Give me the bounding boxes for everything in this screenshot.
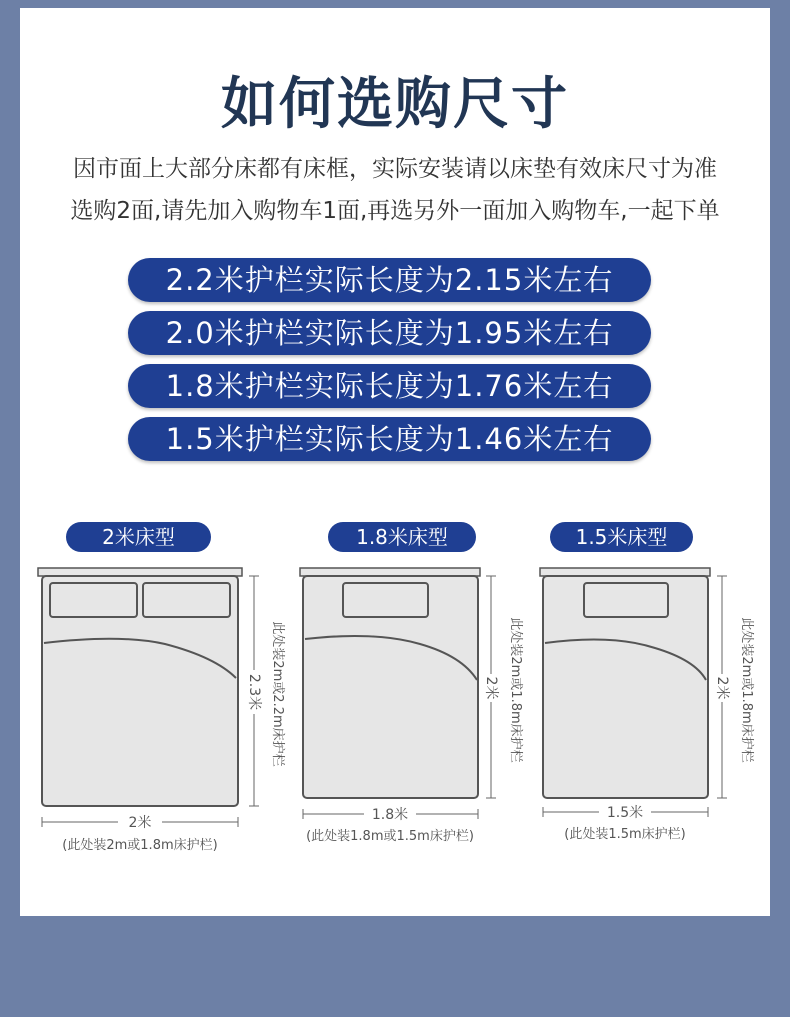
description-line-1: 因市面上大部分床都有床框，实际安装请以床垫有效床尺寸为准 — [73, 156, 717, 182]
page-title: 如何选购尺寸 — [221, 72, 569, 137]
bed-label-1-5m: 1.5米床型 — [550, 522, 693, 552]
bed-diagram-1-8m — [300, 568, 524, 844]
length-label: 2.3米 — [246, 673, 262, 711]
width-label: 2米 — [128, 815, 152, 831]
length-label: 2米 — [714, 676, 730, 700]
pillow — [143, 583, 230, 617]
length-label: 2米 — [483, 676, 499, 700]
note-pill: 2.0米护栏实际长度为1.95米左右 — [128, 311, 651, 355]
side-install-note: 此处装2m或1.8m床护栏 — [739, 617, 754, 763]
bed-headboard — [38, 568, 242, 576]
width-label: 1.5米 — [606, 805, 644, 821]
note-pill: 1.8米护栏实际长度为1.76米左右 — [128, 364, 651, 408]
bottom-install-note: (此处装1.5m床护栏) — [564, 827, 686, 842]
side-install-note: 此处装2m或2.2m床护栏 — [270, 621, 285, 767]
bed-diagram-1-5m — [540, 568, 755, 842]
bed-headboard — [540, 568, 710, 576]
side-install-note: 此处装2m或1.8m床护栏 — [508, 617, 523, 763]
note-pill: 1.5米护栏实际长度为1.46米左右 — [128, 417, 651, 461]
note-pill: 2.2米护栏实际长度为2.15米左右 — [128, 258, 651, 302]
bed-headboard — [300, 568, 480, 576]
bed-diagram-2m — [38, 568, 286, 853]
pillow — [584, 583, 668, 617]
pillow — [343, 583, 428, 617]
description-line-2: 选购2面,请先加入购物车1面,再选另外一面加入购物车,一起下单 — [70, 198, 720, 224]
width-label: 1.8米 — [371, 807, 409, 823]
pillow — [50, 583, 137, 617]
bottom-install-note: (此处装2m或1.8m床护栏) — [62, 838, 218, 853]
bed-label-2m: 2米床型 — [66, 522, 211, 552]
bed-label-1-8m: 1.8米床型 — [328, 522, 476, 552]
bottom-install-note: (此处装1.8m或1.5m床护栏) — [306, 829, 474, 844]
